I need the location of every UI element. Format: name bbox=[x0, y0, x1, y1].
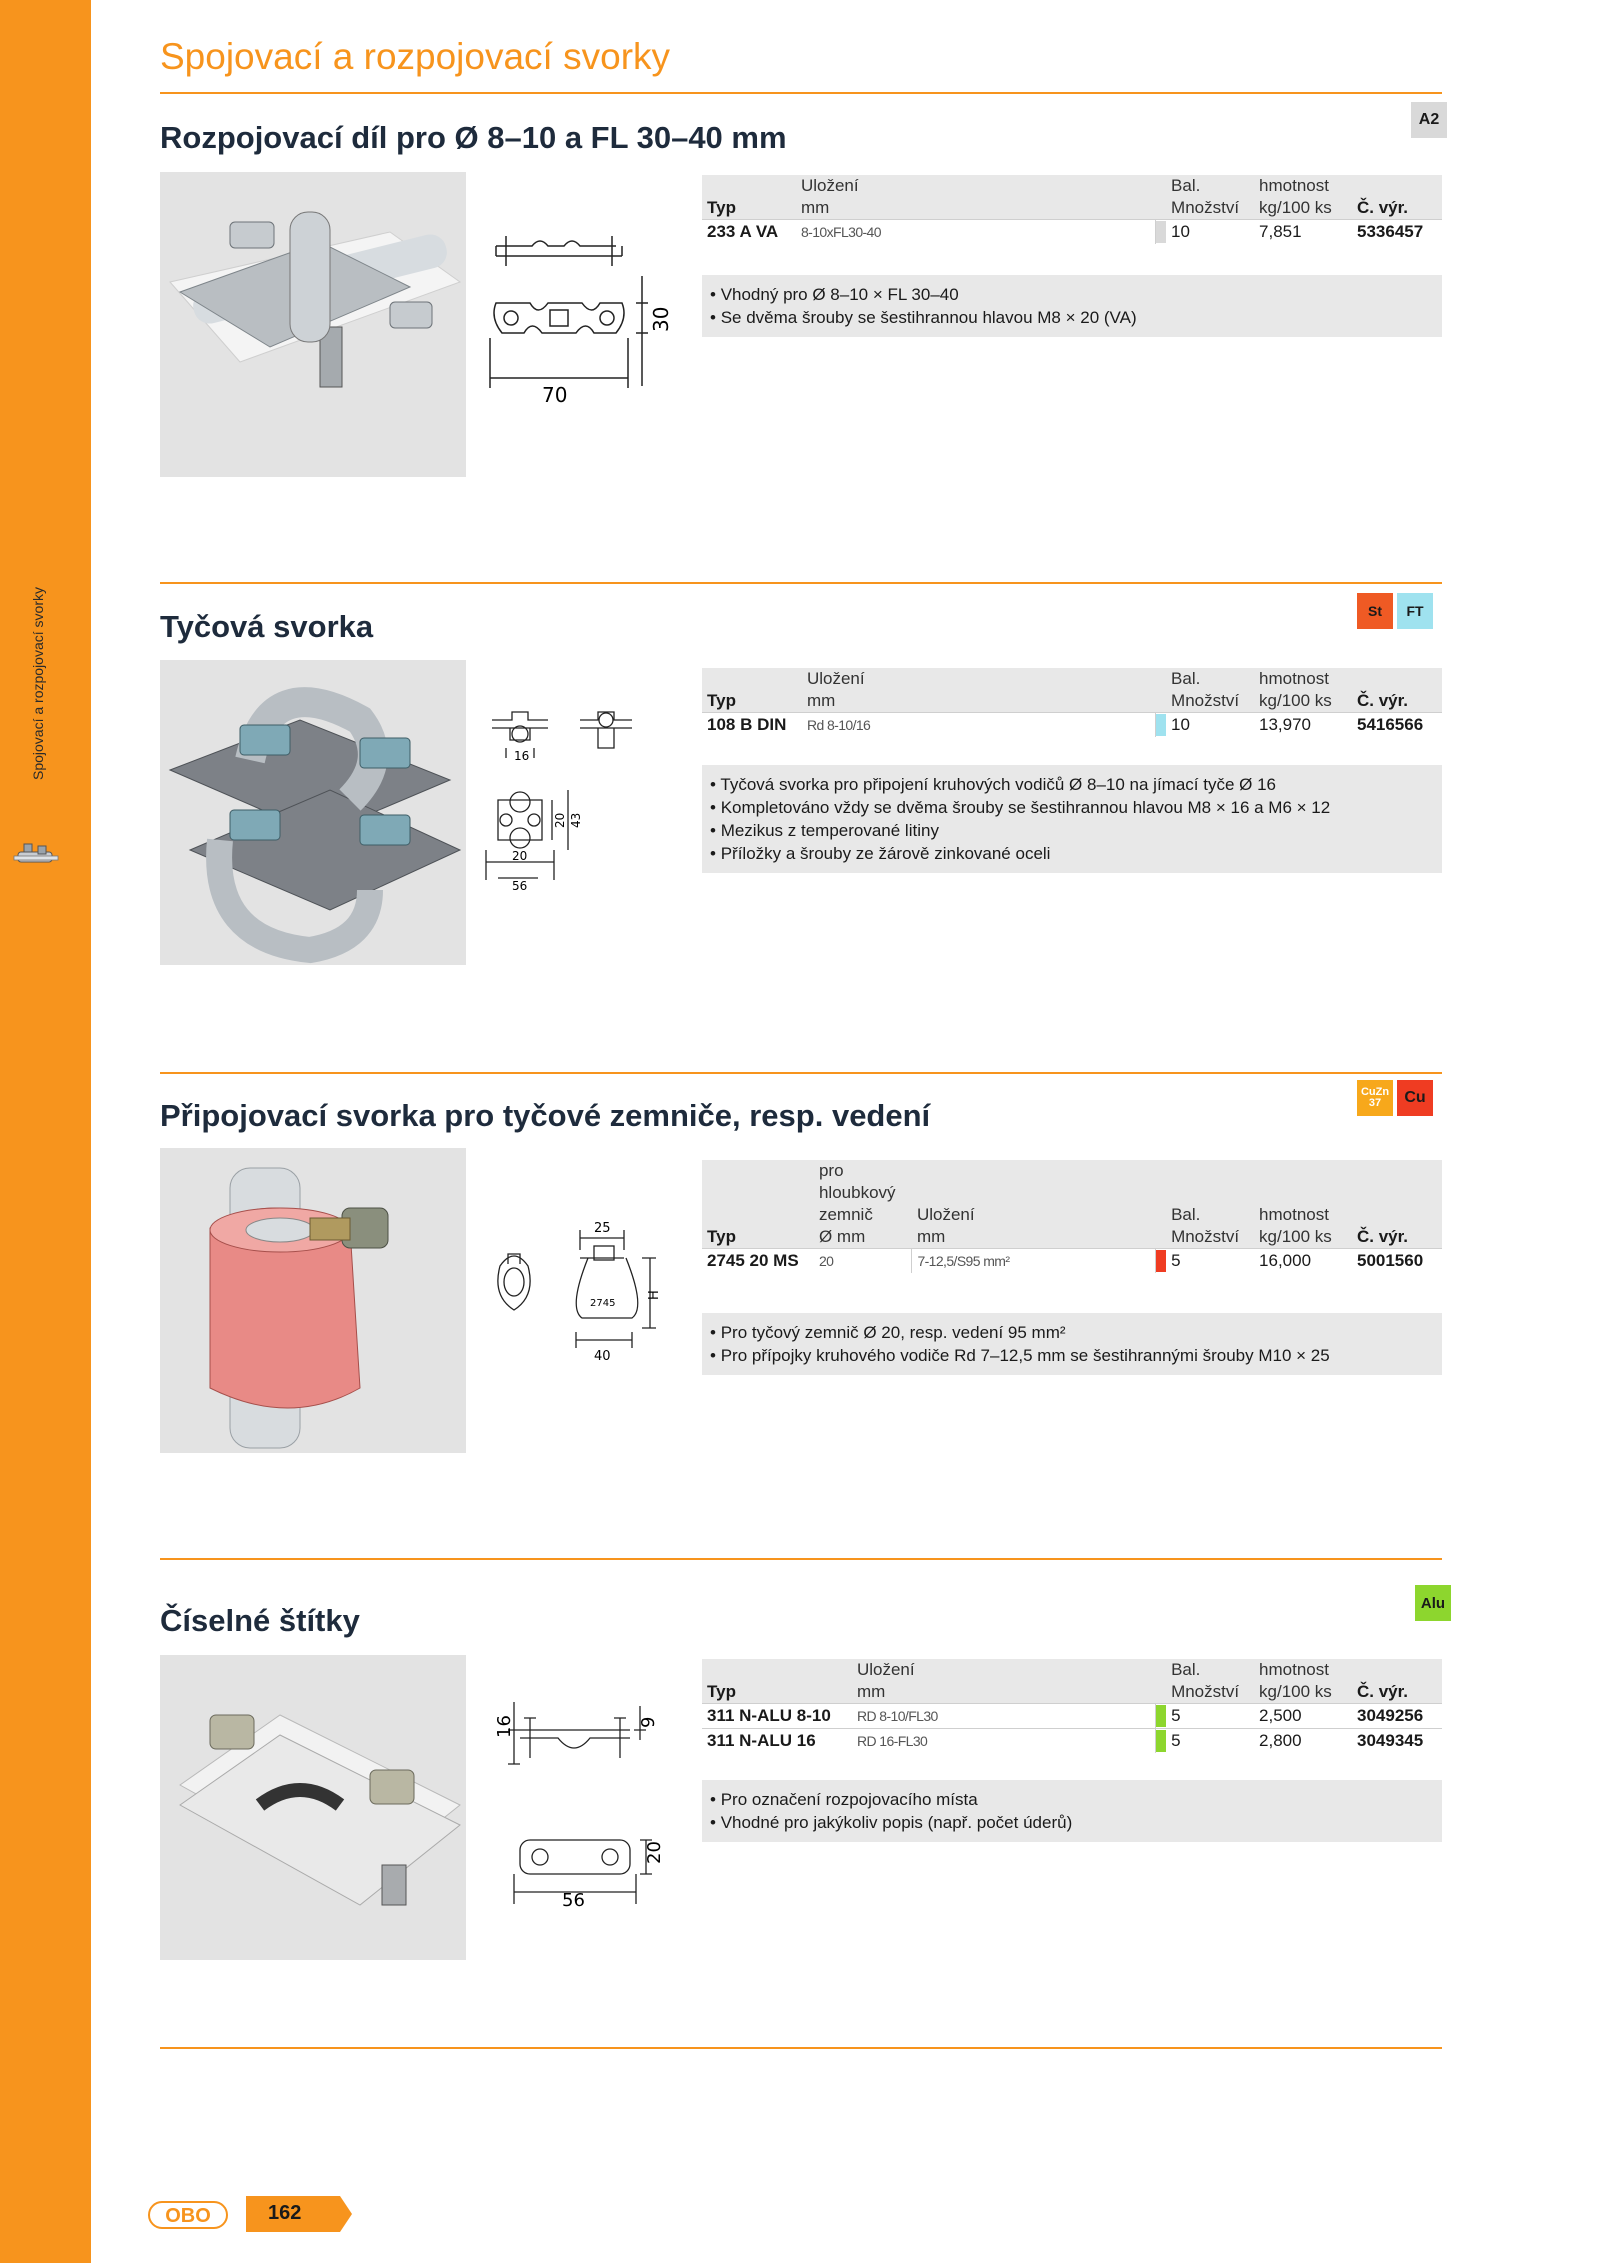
table-row bbox=[702, 1729, 1442, 1754]
section-title: Připojovací svorka pro tyčové zemniče, resp. vedení bbox=[160, 1098, 931, 1133]
rod-earth-clamp-image bbox=[160, 1148, 466, 1453]
product-photo bbox=[160, 1148, 466, 1453]
article-cell: 3049345 bbox=[1352, 1729, 1442, 1754]
type-cell: 311 N-ALU 16 bbox=[702, 1729, 852, 1754]
article-cell: 5416566 bbox=[1352, 713, 1442, 738]
material-badge-st: St bbox=[1357, 593, 1393, 629]
qty-cell: 5 bbox=[1166, 1704, 1254, 1729]
section-title: Tyčová svorka bbox=[160, 609, 374, 644]
product-photo bbox=[160, 172, 466, 477]
type-cell: 311 N-ALU 8-10 bbox=[702, 1704, 852, 1729]
qty-cell: 10 bbox=[1166, 220, 1254, 245]
header-cell: mm bbox=[912, 1226, 1156, 1249]
section-rule bbox=[160, 582, 1442, 584]
table-row bbox=[702, 220, 1442, 245]
dimension-label: 40 bbox=[594, 1349, 611, 1364]
clamp-icon bbox=[12, 838, 60, 872]
technical-drawing bbox=[480, 690, 680, 930]
mm-cell: RD 16-FL30 bbox=[852, 1729, 1156, 1754]
section-title: Číselné štítky bbox=[160, 1603, 360, 1638]
material-badge-cu: Cu bbox=[1397, 1080, 1433, 1116]
header-cell: Množství bbox=[1166, 197, 1254, 220]
weight-cell: 16,000 bbox=[1254, 1249, 1352, 1274]
qty-cell: 10 bbox=[1166, 713, 1254, 738]
header-cell: Množství bbox=[1166, 690, 1254, 713]
note-item: • Vhodný pro Ø 8–10 × FL 30–40 bbox=[710, 283, 1434, 306]
diameter-cell: 20 bbox=[814, 1249, 912, 1274]
rod-clamp-image bbox=[160, 660, 466, 965]
dimension-label: 16 bbox=[514, 749, 530, 763]
notes-box bbox=[702, 275, 1442, 337]
technical-drawing bbox=[486, 228, 676, 418]
dimension-label: 20 bbox=[553, 812, 567, 828]
chapter-sidebar bbox=[0, 0, 91, 2263]
header-cell: Množství bbox=[1166, 1681, 1254, 1704]
dimension-label: 70 bbox=[542, 383, 568, 407]
header-cell: hloubkový bbox=[814, 1182, 912, 1204]
note-item: • Příložky a šrouby ze žárově zinkované oceli bbox=[710, 842, 1434, 865]
section-rule bbox=[160, 1558, 1442, 1560]
note-item: • Se dvěma šrouby se šestihrannou hlavou M8 × 20 (VA) bbox=[710, 306, 1434, 329]
header-cell: Uložení bbox=[802, 668, 1156, 690]
separating-clamp-image bbox=[160, 172, 466, 477]
header-cell: Č. výr. bbox=[1352, 197, 1442, 220]
note-item: • Tyčová svorka pro připojení kruhových vodičů Ø 8–10 na jímací tyče Ø 16 bbox=[710, 773, 1434, 796]
header-cell: Bal. bbox=[1166, 1204, 1254, 1226]
section-title: Rozpojovací díl pro Ø 8–10 a FL 30–40 mm bbox=[160, 120, 787, 155]
note-item: • Pro označení rozpojovacího místa bbox=[710, 1788, 1434, 1811]
header-cell: hmotnost bbox=[1254, 1204, 1352, 1226]
product-photo bbox=[160, 1655, 466, 1960]
header-cell: kg/100 ks bbox=[1254, 690, 1352, 713]
header-cell: hmotnost bbox=[1254, 668, 1352, 690]
dimension-label: 56 bbox=[562, 1890, 585, 1910]
table-row bbox=[702, 713, 1442, 738]
material-badge-ft: FT bbox=[1397, 593, 1433, 629]
header-cell: Bal. bbox=[1166, 175, 1254, 197]
dimension-label: 56 bbox=[512, 879, 528, 893]
material-marker bbox=[1156, 1705, 1166, 1727]
note-item: • Mezikus z temperované litiny bbox=[710, 819, 1434, 842]
header-cell: hmotnost bbox=[1254, 1659, 1352, 1681]
spec-table bbox=[702, 668, 1442, 737]
header-cell: Množství bbox=[1166, 1226, 1254, 1249]
notes-box bbox=[702, 765, 1442, 873]
header-cell: Bal. bbox=[1166, 668, 1254, 690]
article-cell: 5001560 bbox=[1352, 1249, 1442, 1274]
dimension-label: 43 bbox=[569, 812, 583, 828]
header-cell: mm bbox=[796, 197, 1156, 220]
obo-logo bbox=[148, 2200, 228, 2230]
table-row bbox=[702, 1704, 1442, 1729]
material-marker bbox=[1156, 1250, 1166, 1272]
material-marker bbox=[1156, 1730, 1166, 1752]
dimension-label: 25 bbox=[594, 1221, 611, 1236]
product-photo bbox=[160, 660, 466, 965]
spec-table bbox=[702, 1659, 1442, 1753]
header-cell: hmotnost bbox=[1254, 175, 1352, 197]
technical-drawing bbox=[484, 1680, 674, 1910]
chapter-title: Spojovací a rozpojovací svorky bbox=[160, 36, 671, 77]
notes-box bbox=[702, 1313, 1442, 1375]
note-item: • Vhodné pro jakýkoliv popis (např. počet úderů) bbox=[710, 1811, 1434, 1834]
weight-cell: 13,970 bbox=[1254, 713, 1352, 738]
weight-cell: 2,800 bbox=[1254, 1729, 1352, 1754]
section-rule bbox=[160, 1072, 1442, 1074]
header-cell: Typ bbox=[702, 197, 796, 220]
spec-table bbox=[702, 1160, 1442, 1273]
mm-cell: 7-12,5/S95 mm² bbox=[912, 1249, 1156, 1274]
page-number: 162 bbox=[268, 2202, 302, 2224]
dimension-label: 20 bbox=[644, 1841, 665, 1864]
header-cell: Č. výr. bbox=[1352, 1226, 1442, 1249]
header-cell: Uložení bbox=[852, 1659, 1156, 1681]
article-cell: 5336457 bbox=[1352, 220, 1442, 245]
header-cell: mm bbox=[852, 1681, 1156, 1704]
weight-cell: 2,500 bbox=[1254, 1704, 1352, 1729]
type-cell: 2745 20 MS bbox=[702, 1249, 814, 1274]
qty-cell: 5 bbox=[1166, 1249, 1254, 1274]
header-cell: Typ bbox=[702, 690, 802, 713]
qty-cell: 5 bbox=[1166, 1729, 1254, 1754]
dimension-label: 30 bbox=[649, 306, 673, 332]
header-cell: Typ bbox=[702, 1681, 852, 1704]
weight-cell: 7,851 bbox=[1254, 220, 1352, 245]
chapter-rule bbox=[160, 92, 1442, 94]
material-marker bbox=[1156, 714, 1166, 736]
type-cell: 233 A VA bbox=[702, 220, 796, 245]
header-cell: pro bbox=[814, 1160, 912, 1182]
header-cell: mm bbox=[802, 690, 1156, 713]
header-cell: zemnič bbox=[814, 1204, 912, 1226]
header-cell: Č. výr. bbox=[1352, 690, 1442, 713]
dimension-label: 20 bbox=[512, 849, 528, 863]
table-row bbox=[702, 1249, 1442, 1274]
header-cell: Bal. bbox=[1166, 1659, 1254, 1681]
material-badge-a2: A2 bbox=[1411, 102, 1447, 138]
header-cell: Uložení bbox=[796, 175, 1156, 197]
header-cell: kg/100 ks bbox=[1254, 1226, 1352, 1249]
article-cell: 3049256 bbox=[1352, 1704, 1442, 1729]
dimension-label: 16 bbox=[494, 1715, 515, 1738]
header-cell: kg/100 ks bbox=[1254, 197, 1352, 220]
type-cell: 108 B DIN bbox=[702, 713, 802, 738]
material-badge-cuzn: CuZn 37 bbox=[1357, 1080, 1393, 1116]
dimension-label: H bbox=[647, 1290, 662, 1300]
footer-rule bbox=[160, 2047, 1442, 2049]
header-cell: Ø mm bbox=[814, 1226, 912, 1249]
dimension-label: 9 bbox=[638, 1716, 659, 1728]
header-cell: Typ bbox=[702, 1226, 814, 1249]
header-cell: Uložení bbox=[912, 1204, 1156, 1226]
sidebar-chapter-label: Spojovací a rozpojovací svorky bbox=[30, 587, 46, 780]
spec-table bbox=[702, 175, 1442, 244]
logo-text: OBO bbox=[165, 2205, 211, 2227]
note-item: • Pro přípojky kruhového vodiče Rd 7–12,5 mm se šestihrannými šrouby M10 × 25 bbox=[710, 1344, 1434, 1367]
note-item: • Kompletováno vždy se dvěma šrouby se šestihrannou hlavou M8 × 16 a M6 × 12 bbox=[710, 796, 1434, 819]
mm-cell: Rd 8-10/16 bbox=[802, 713, 1156, 738]
number-plate-image bbox=[160, 1655, 466, 1960]
mm-cell: RD 8-10/FL30 bbox=[852, 1704, 1156, 1729]
technical-drawing bbox=[484, 1210, 674, 1390]
material-marker bbox=[1156, 221, 1166, 243]
header-cell: Č. výr. bbox=[1352, 1681, 1442, 1704]
dimension-label: 2745 bbox=[590, 1298, 616, 1309]
material-badge-alu: Alu bbox=[1415, 1585, 1451, 1621]
notes-box bbox=[702, 1780, 1442, 1842]
note-item: • Pro tyčový zemnič Ø 20, resp. vedení 95 mm² bbox=[710, 1321, 1434, 1344]
header-cell: kg/100 ks bbox=[1254, 1681, 1352, 1704]
mm-cell: 8-10xFL30-40 bbox=[796, 220, 1156, 245]
